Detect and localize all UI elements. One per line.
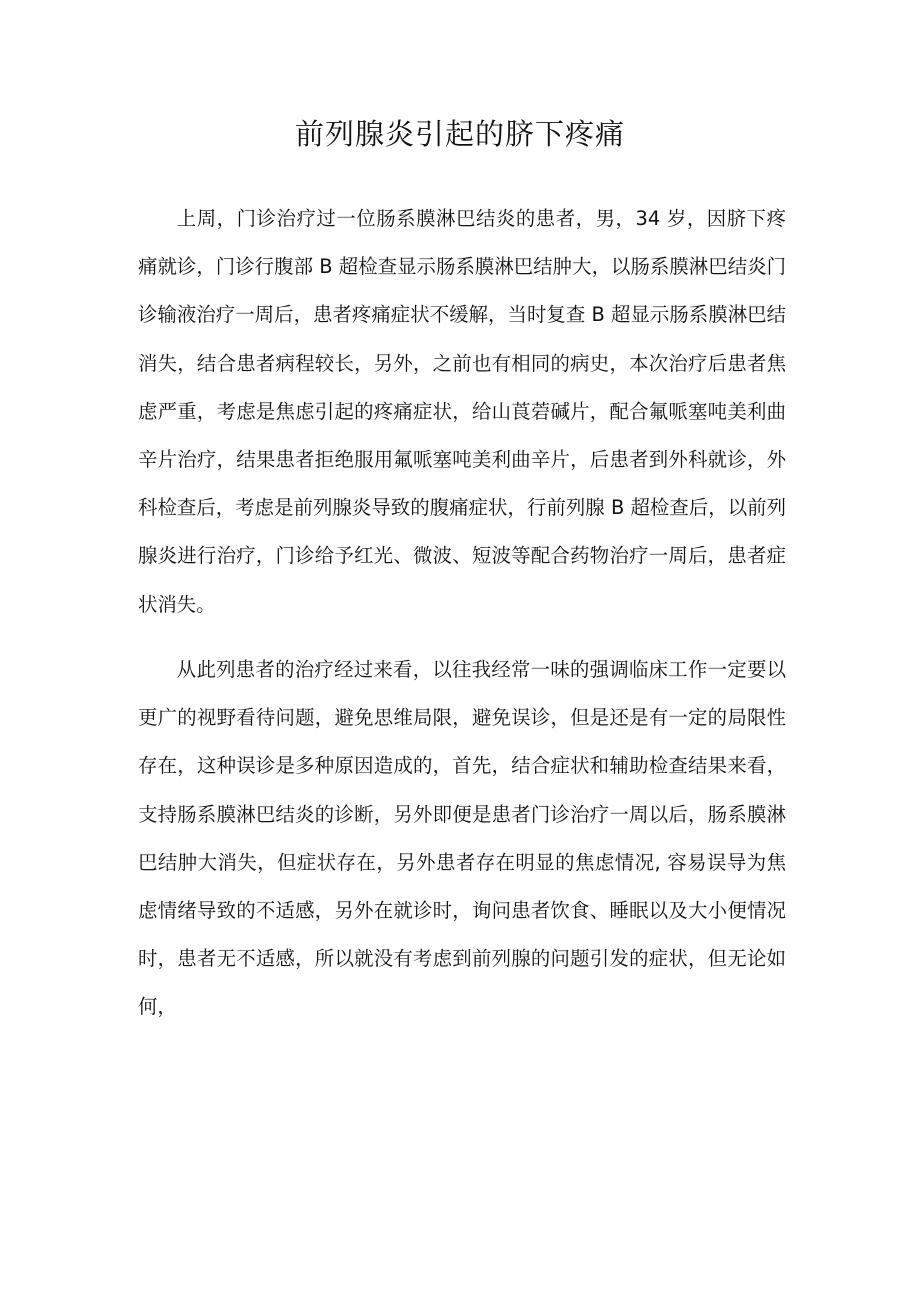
paragraph-case-description: 上周，门诊治疗过一位肠系膜淋巴结炎的患者，男，34 岁，因脐下疼痛就诊，门诊行腹部 B 超检查显示肠系膜淋巴结肿大，以肠系膜淋巴结炎门诊输液治疗一周后，患者疼痛症状不缓解，当时复查 B 超显示肠系膜淋巴结消失，结合患者病程较长，另外，之前也有相同的病史，本次治疗后患者焦虑严重，考虑是焦虑引起的疼痛症状，给山莨菪碱片，配合氟哌塞吨美利曲辛片治疗，结果患者拒绝服用氟哌塞吨美利曲辛片，后患者到外科就诊，外科检查后，考虑是前列腺炎导致的腹痛症状，行前列腺 B 超检查后，以前列腺炎进行治疗，门诊给予红光、微波、短波等配合药物治疗一周后，患者症状消失。 (138, 207, 786, 616)
document-title: 前列腺炎引起的脐下疼痛 (294, 117, 625, 151)
paragraph-case-analysis: 从此列患者的治疗经过来看，以往我经常一味的强调临床工作一定要以更广的视野看待问题，避免思维局限，避免误诊，但是还是有一定的局限性存在，这种误诊是多种原因造成的，首先，结合症状和辅助检查结果来看，支持肠系膜淋巴结炎的诊断，另外即便是患者门诊治疗一周以后，肠系膜淋巴结肿大消失，但症状存在，另外患者存在明显的焦虑情况, 容易误导为焦虑情绪导致的不适感，另外在就诊时，询问患者饮食、睡眠以及大小便情况时，患者无不适感，所以就没有考虑到前列腺的问题引发的症状，但无论如何， (138, 658, 786, 1019)
